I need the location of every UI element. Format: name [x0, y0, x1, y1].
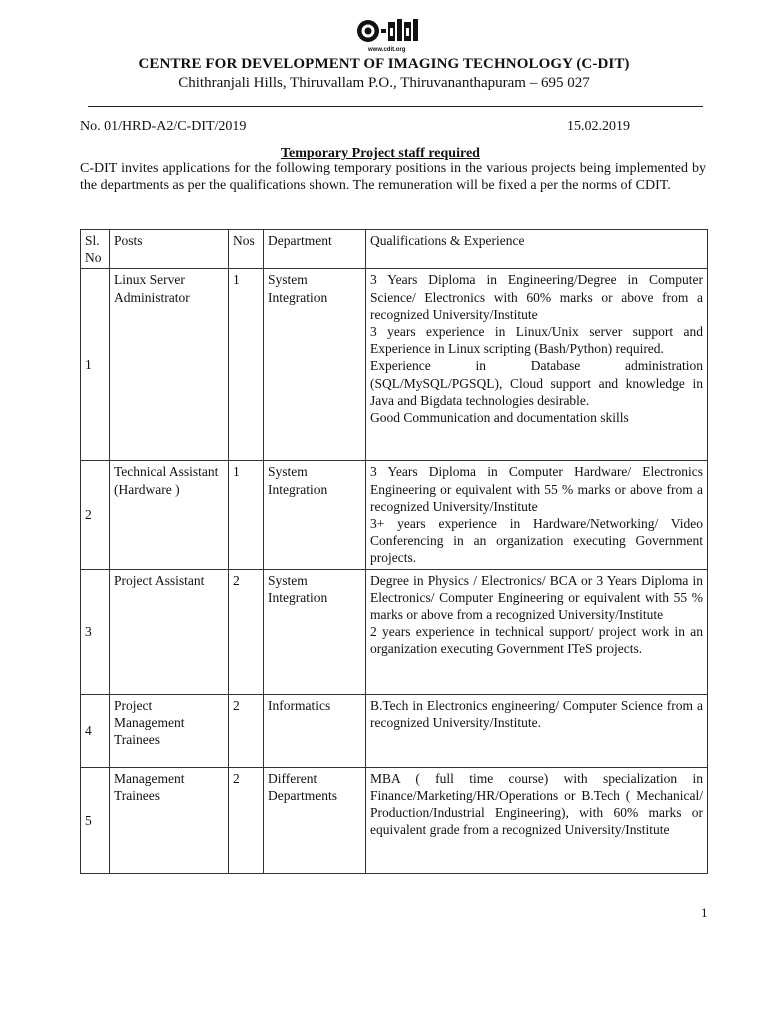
- row-qualifications: [366, 694, 708, 767]
- row-sl-no: 5: [81, 767, 110, 873]
- row-post: Linux Server Administrator: [110, 269, 229, 461]
- row-sl-no: 4: [81, 694, 110, 767]
- table-row: [81, 767, 708, 873]
- qualification-line: 3 Years Diploma in Engineering/Degree in Computer Science/ Electronics with 60% marks or above from a recognized University/Institute: [370, 272, 703, 322]
- table-row: [81, 461, 708, 569]
- qualification-line: 3 years experience in Linux/Unix server support and Experience in Linux scripting (Bash/Python) required.: [370, 324, 703, 357]
- notice-title: Temporary Project staff required: [281, 146, 480, 161]
- row-post: Project Assistant: [110, 569, 229, 694]
- cdit-logo: [355, 16, 425, 46]
- row-qualifications: [366, 569, 708, 694]
- notice-intro: C-DIT invites applications for the following temporary positions in the various projects being implemented by the departments as per the qualifications shown. The remuneration will be fixed a per the norms of CDIT.: [80, 161, 706, 193]
- row-department: System Integration: [264, 461, 366, 569]
- row-department: System Integration: [264, 269, 366, 461]
- row-post: Technical Assistant (Hardware ): [110, 461, 229, 569]
- row-department: Informatics: [264, 694, 366, 767]
- qualification-line: 3 Years Diploma in Computer Hardware/ Electronics Engineering or equivalent with 55 % marks or above from a recognized University/Institute: [370, 464, 703, 514]
- row-qualifications: [366, 461, 708, 569]
- qualification-line: Degree in Physics / Electronics/ BCA or 3 Years Diploma in Electronics/ Computer Engineering or equivalent with 55 % marks or above from a recognized University/Institute: [370, 572, 703, 623]
- logo-url: www.cdit.org: [368, 47, 406, 53]
- row-nos: 1: [229, 461, 264, 569]
- row-post: Management Trainees: [110, 767, 229, 873]
- table-row: [81, 269, 708, 461]
- cdit-logo-icon: [355, 16, 425, 46]
- row-sl-no: 3: [81, 569, 110, 694]
- header-posts: Posts: [110, 230, 229, 269]
- positions-table: [80, 229, 708, 874]
- row-sl-no: 2: [81, 461, 110, 569]
- table-header-row: [81, 230, 708, 269]
- row-qualifications: [366, 269, 708, 461]
- row-nos: 1: [229, 269, 264, 461]
- qualification-line: MBA ( full time course) with specialization in Finance/Marketing/HR/Operations or B.Tech ( Mechanical/ Production/Industrial Engineering), with 60% marks or equivalent grade from a recognized University/Institute: [370, 770, 703, 838]
- organization-address: Chithranjali Hills, Thiruvallam P.O., Thiruvananthapuram – 695 027: [178, 75, 590, 91]
- header-department: Department: [264, 230, 366, 269]
- row-nos: 2: [229, 694, 264, 767]
- row-department: System Integration: [264, 569, 366, 694]
- row-nos: 2: [229, 767, 264, 873]
- header-qualifications: Qualifications & Experience: [366, 230, 708, 269]
- organization-name: CENTRE FOR DEVELOPMENT OF IMAGING TECHNOLOGY (C-DIT): [138, 56, 630, 72]
- row-post: Project Management Trainees: [110, 694, 229, 767]
- page-number: 1: [701, 905, 708, 920]
- table-row: [81, 694, 708, 767]
- row-department: Different Departments: [264, 767, 366, 873]
- qualification-line: Good Communication and documentation skills: [370, 410, 629, 426]
- qualification-line: Experience in Database administration (SQL/MySQL/PGSQL), Cloud support and knowledge in Java and Bigdata technologies desirable.: [370, 358, 703, 408]
- header-sl-no: Sl. No: [81, 230, 110, 269]
- table-row: [81, 569, 708, 694]
- header-nos: Nos: [229, 230, 264, 269]
- header-divider: [88, 106, 703, 107]
- qualification-line: 3+ years experience in Hardware/Networking/ Video Conferencing in an organization executing Government projects.: [370, 516, 703, 566]
- reference-date: 15.02.2019: [567, 119, 630, 134]
- row-qualifications: [366, 767, 708, 873]
- row-nos: 2: [229, 569, 264, 694]
- qualification-line: 2 years experience in technical support/ project work in an organization executing Government ITeS projects.: [370, 624, 703, 657]
- qualification-line: B.Tech in Electronics engineering/ Computer Science from a recognized University/Institute.: [370, 697, 703, 730]
- reference-number: No. 01/HRD-A2/C-DIT/2019: [80, 119, 247, 134]
- row-sl-no: 1: [81, 269, 110, 461]
